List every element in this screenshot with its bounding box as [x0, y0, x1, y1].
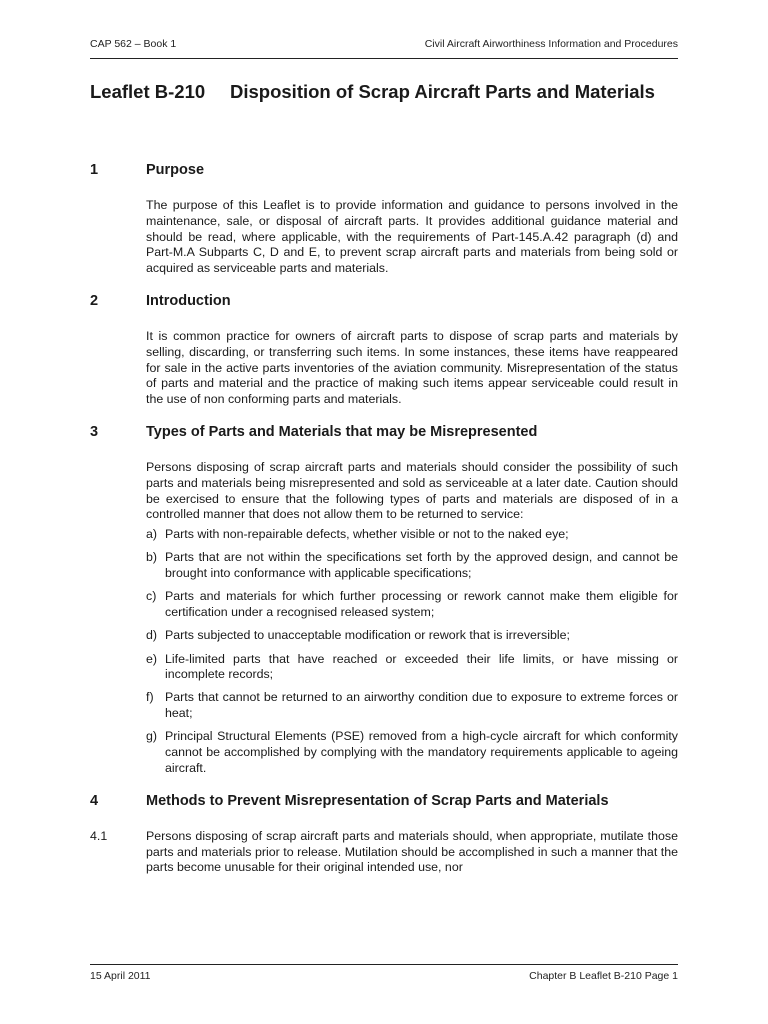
- section-title: Purpose: [146, 162, 205, 178]
- section-number: 3: [90, 423, 99, 440]
- list-item: [146, 652, 678, 684]
- section-title: Methods to Prevent Misrepresentation of Scrap Parts and Materials: [146, 792, 609, 809]
- section-number: 4: [90, 792, 99, 809]
- list-item: [146, 527, 678, 543]
- list-item: [146, 589, 678, 621]
- list-marker: c): [146, 589, 157, 604]
- list-item: [146, 690, 678, 722]
- section-types-of-parts: [90, 422, 678, 777]
- document-body: [90, 160, 678, 876]
- subparagraph-number: 4.1: [90, 828, 108, 843]
- section-title: Types of Parts and Materials that may be Misrepresented: [146, 423, 538, 440]
- list-marker: e): [146, 651, 158, 666]
- section-title: Introduction: [146, 292, 231, 309]
- list-item-text: Life-limited parts that have reached or exceeded their life limits, or have missing or incomplete records;: [165, 651, 678, 682]
- list-item-text: Parts that cannot be returned to an airworthy condition due to exposure to extreme forces or heat;: [165, 690, 678, 721]
- list-marker: f): [146, 690, 154, 705]
- section-paragraph: It is common practice for owners of aircraft parts to dispose of scrap parts and materials by selling, discarding, or transferring such items. In some instances, these items have reappeared for sale in the active parts inventories of the aviation community. Misrepresentation of the status of parts and material and the practice of making such items appear serviceable could result in the use of non conforming parts and materials.: [146, 328, 678, 407]
- leaflet-number: Leaflet B-210: [90, 81, 206, 102]
- section-purpose: [90, 160, 678, 277]
- header-document-title: Civil Aircraft Airworthiness Information and Procedures: [424, 38, 678, 50]
- section-heading: [90, 422, 678, 442]
- footer-date: 15 April 2011: [90, 970, 151, 982]
- list-item-text: Parts with non-repairable defects, whether visible or not to the naked eye;: [165, 527, 569, 542]
- list-item-text: Principal Structural Elements (PSE) removed from a high-cycle aircraft for which conformity cannot be accomplished by complying with the mandatory requirements applicable to ageing aircraft.: [165, 729, 678, 776]
- footer-page-ref: Chapter B Leaflet B-210 Page 1: [529, 970, 678, 982]
- subparagraph: [90, 829, 678, 876]
- page-header: [90, 38, 678, 59]
- list-marker: g): [146, 729, 158, 744]
- section-paragraph: Persons disposing of scrap aircraft parts and materials should consider the possibility of such parts and materials being misrepresented and sold as serviceable at a later date. Caution should be exercised to ensure that the following types of parts and materials are disposed of in a controlled manner that does not allow them to be returned to service:: [146, 459, 678, 522]
- list-item-text: Parts that are not within the specifications set forth by the approved design, and cannot be brought into conformance with applicable specifications;: [165, 550, 678, 581]
- list-item: [146, 729, 678, 776]
- subparagraph-text: Persons disposing of scrap aircraft parts and materials should, when appropriate, mutilate those parts and materials prior to release. Mutilation should be accomplished in such a manner that the parts become unusable for their original intended use, nor: [146, 828, 678, 875]
- page-footer: [90, 964, 678, 982]
- section-heading: [90, 160, 678, 180]
- section-methods: [90, 791, 678, 876]
- leaflet-title: [90, 80, 690, 104]
- list-marker: b): [146, 550, 158, 565]
- parts-list: [146, 527, 678, 777]
- section-introduction: [90, 291, 678, 408]
- list-item-text: Parts subjected to unacceptable modification or rework that is irreversible;: [165, 628, 570, 643]
- list-item-text: Parts and materials for which further processing or rework cannot make them eligible for certification under a recognised released system;: [165, 589, 678, 620]
- list-marker: a): [146, 527, 158, 542]
- list-item: [146, 550, 678, 582]
- header-document-ref: CAP 562 – Book 1: [90, 38, 177, 50]
- list-item: [146, 628, 678, 644]
- leaflet-title-text: Disposition of Scrap Aircraft Parts and Materials: [230, 81, 655, 102]
- section-number: 1: [90, 162, 99, 178]
- section-heading: [90, 291, 678, 311]
- section-heading: [90, 791, 678, 811]
- list-marker: d): [146, 628, 158, 643]
- section-number: 2: [90, 292, 99, 309]
- section-paragraph: The purpose of this Leaflet is to provide information and guidance to persons involved in the maintenance, sale, or disposal of aircraft parts. It provides additional guidance material and should be read, where applicable, with the requirements of Part-145.A.42 paragraph (d) and Part-M.A Subparts C, D and E, to prevent scrap aircraft parts and materials from being sold or acquired as serviceable parts and materials.: [146, 198, 678, 276]
